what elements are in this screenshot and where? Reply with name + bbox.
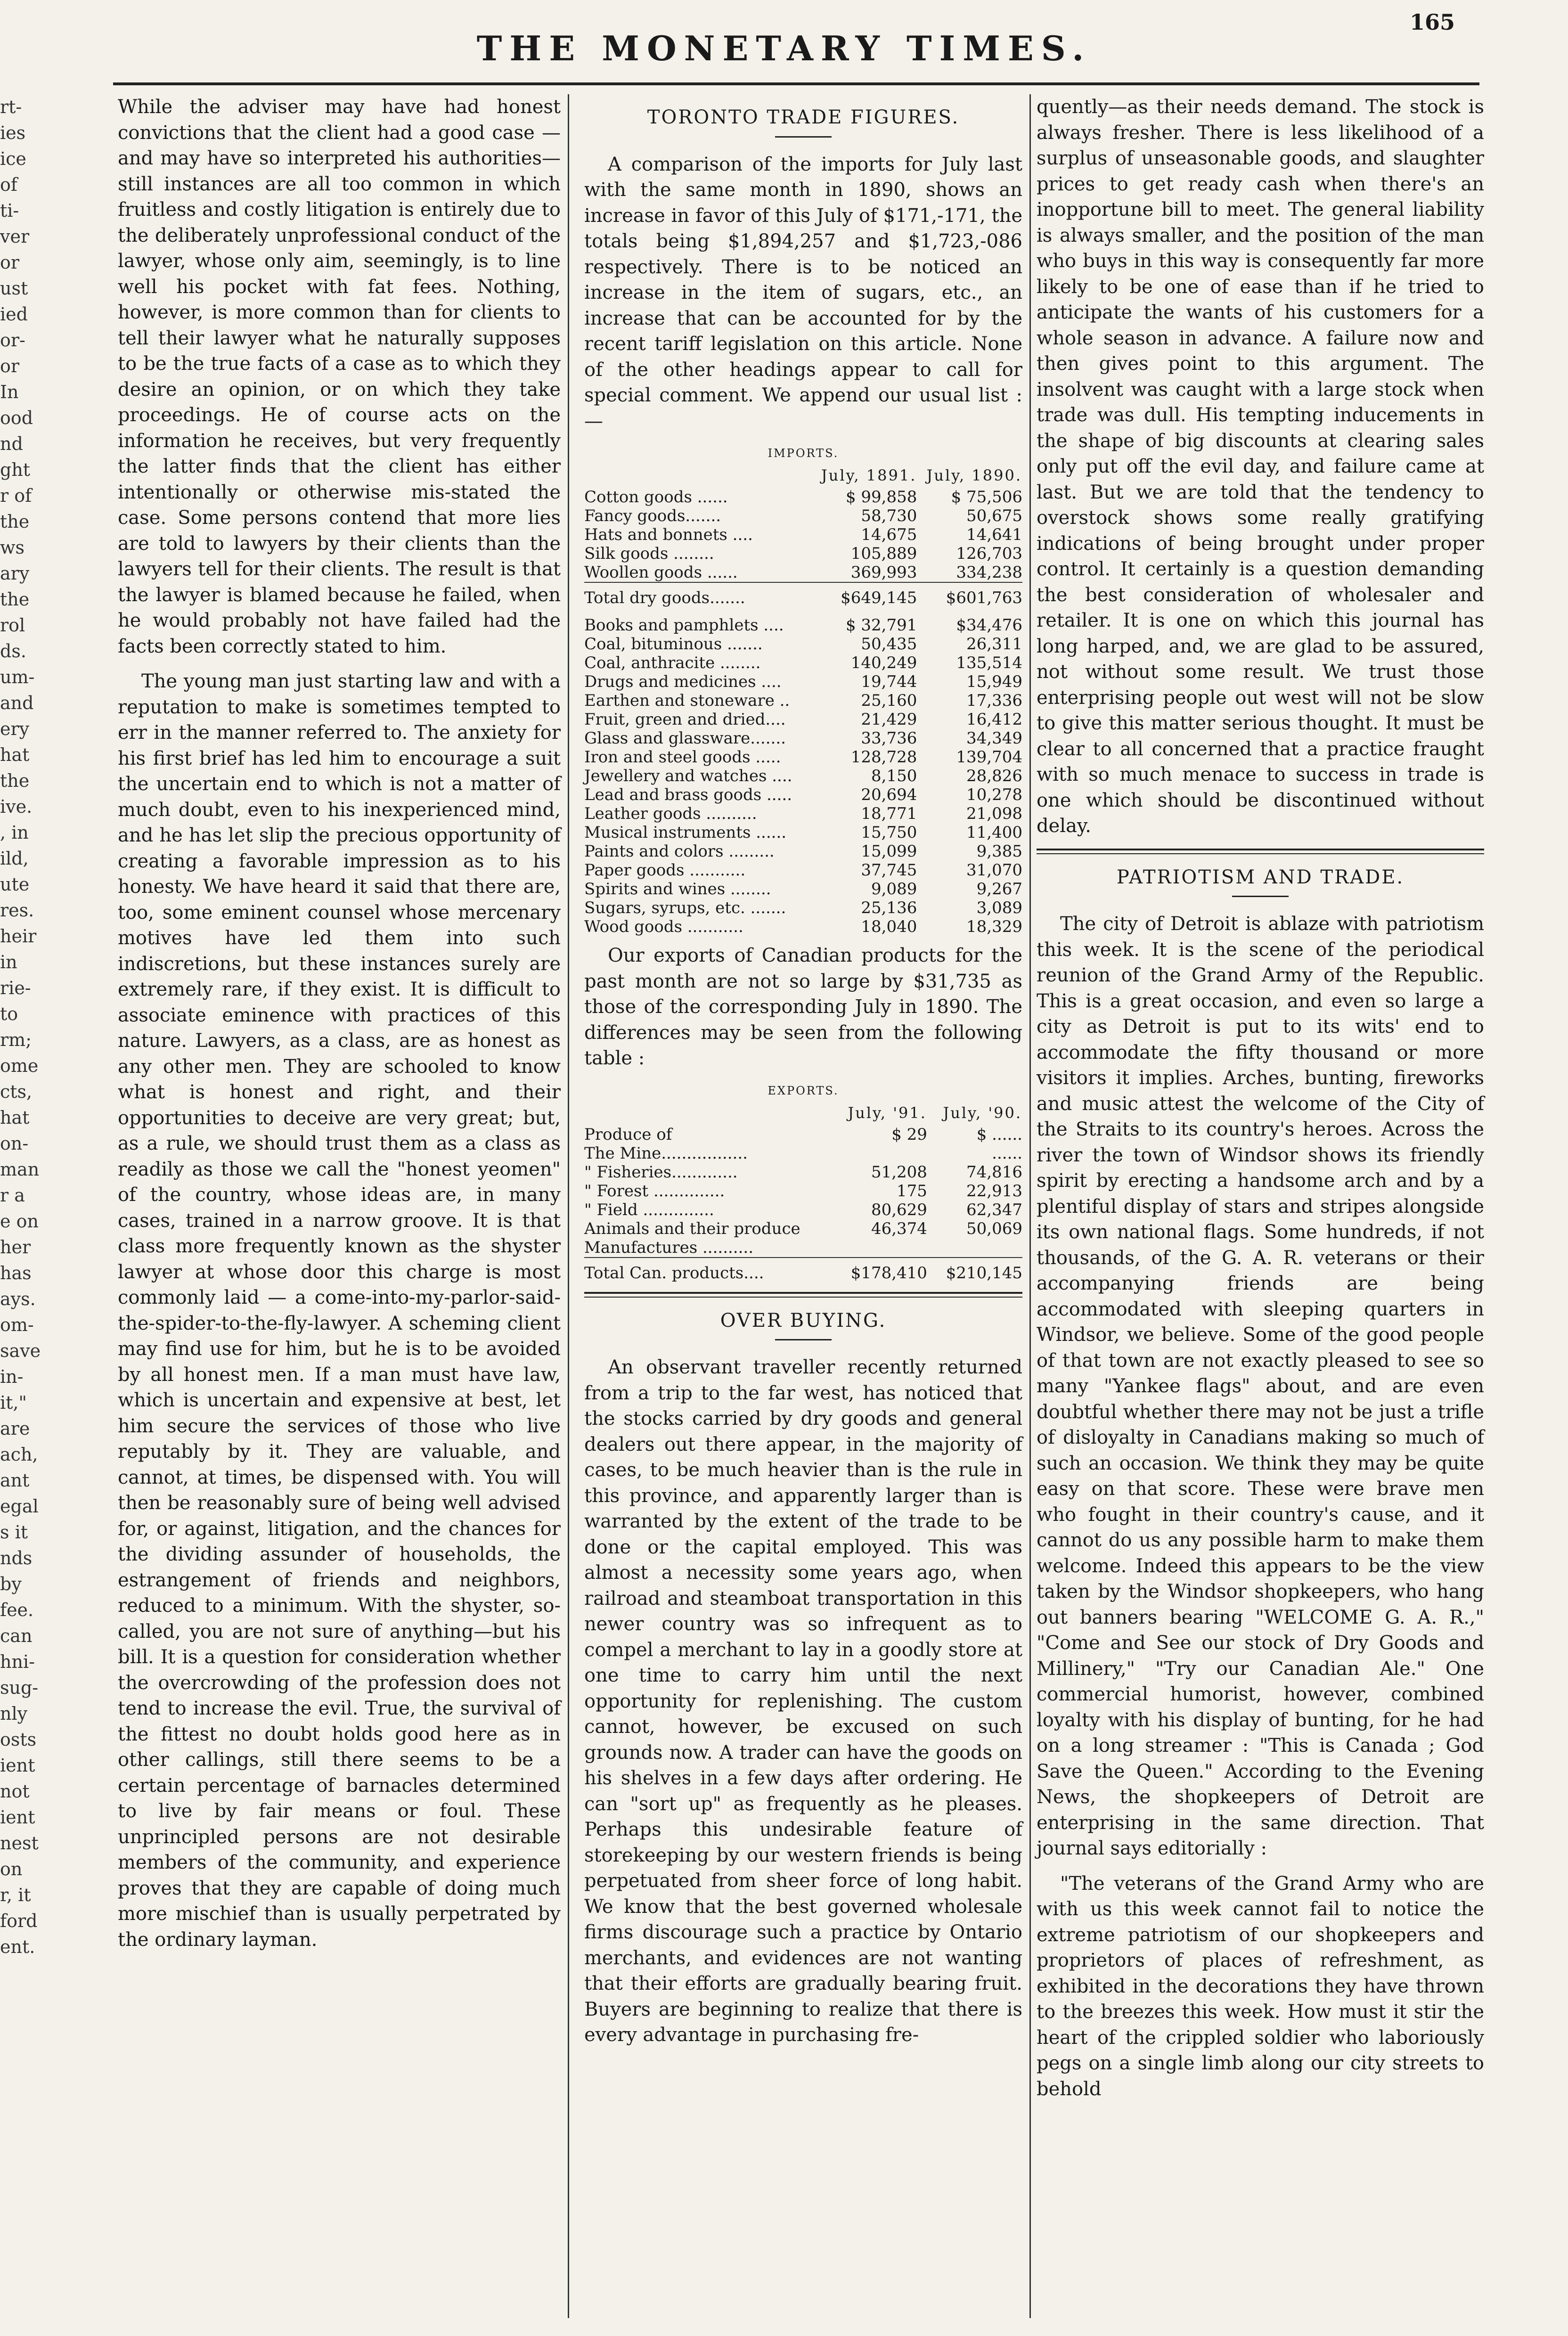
table-row: [584, 653, 1022, 672]
exports-total-row: [584, 1258, 1022, 1282]
table-row: [584, 748, 1022, 767]
row-label: The Mine.................: [584, 1143, 748, 1163]
margin-fragment: nly: [0, 1703, 28, 1724]
total-label: Total Can. products....: [584, 1258, 832, 1282]
row-value-b: 50,675: [966, 506, 1022, 525]
margin-fragment: In: [0, 382, 19, 402]
imports-total-row: [584, 582, 1022, 607]
row-value-b: 74,816: [966, 1162, 1022, 1182]
row-value-b: 21,098: [966, 804, 1022, 823]
row-value-b: $34,476: [956, 616, 1022, 635]
row-value-a: [832, 1144, 927, 1163]
title-rule: [775, 1339, 832, 1340]
table-row: [584, 823, 1022, 842]
row-value-a: 19,744: [861, 672, 917, 691]
margin-fragment: ient: [0, 1755, 35, 1776]
row-label: Fancy goods.......: [584, 506, 721, 525]
table-row: [584, 880, 1022, 898]
row-label: Musical instruments ......: [584, 823, 787, 842]
margin-fragment: the: [0, 511, 30, 532]
row-value-b: 9,385: [976, 842, 1022, 861]
table-row: [584, 506, 1022, 525]
margin-fragment: ild,: [0, 848, 29, 869]
row-label: " Fisheries.............: [584, 1162, 738, 1182]
total-value-a: $178,410: [832, 1258, 927, 1282]
margin-fragment: ood: [0, 408, 33, 428]
row-value-b: 334,238: [956, 563, 1022, 582]
table-row: [584, 804, 1022, 823]
margin-fragment: or: [0, 252, 20, 273]
row-value-a: $ 29: [891, 1125, 927, 1144]
row-value-a: 46,374: [871, 1219, 927, 1238]
margin-fragment: or: [0, 356, 20, 376]
margin-fragment: ust: [0, 278, 28, 299]
margin-fragment: rm;: [0, 1029, 32, 1050]
margin-fragment: ws: [0, 537, 25, 558]
row-value-b: 14,641: [966, 525, 1022, 544]
row-label: Hats and bonnets ....: [584, 525, 753, 544]
margin-fragment: hat: [0, 744, 30, 765]
imports-label: IMPORTS.: [768, 447, 839, 460]
margin-fragment: egal: [0, 1496, 39, 1517]
margin-fragment: ds.: [0, 641, 26, 662]
row-value-a: 50,435: [861, 635, 917, 653]
row-value-b: 3,089: [976, 898, 1022, 917]
table-row: [584, 635, 1022, 653]
table-row: [584, 1238, 1022, 1258]
page-number: 165: [1409, 9, 1455, 35]
margin-fragment: ute: [0, 874, 30, 895]
margin-fragment: ary: [0, 563, 30, 584]
total-value-a: $649,145: [812, 582, 917, 607]
row-value-a: 37,745: [861, 861, 917, 880]
row-label: Paper goods ...........: [584, 861, 746, 880]
margin-fragment: save: [0, 1340, 41, 1361]
exports-table: [584, 1081, 1022, 1282]
table-row: [584, 898, 1022, 917]
exports-year-a: July, '91.: [848, 1103, 927, 1122]
margin-fragment: ice: [0, 148, 26, 169]
total-value-b: $601,763: [917, 582, 1022, 607]
row-value-a: 175: [897, 1181, 927, 1201]
row-label: Books and pamphlets ....: [584, 616, 784, 635]
article-title-over-buying: OVER BUYING.: [720, 1309, 887, 1331]
exports-label: EXPORTS.: [768, 1084, 839, 1097]
margin-fragment: ies: [0, 123, 26, 143]
row-value-b: 28,826: [966, 767, 1022, 785]
margin-fragment: on-: [0, 1133, 29, 1154]
margin-fragment: nest: [0, 1833, 39, 1854]
margin-fragment: or-: [0, 330, 25, 351]
margin-fragment: om-: [0, 1315, 34, 1335]
row-label: Animals and their produce: [584, 1219, 800, 1238]
table-row: [584, 544, 1022, 563]
margin-fragment: r, it: [0, 1885, 31, 1905]
row-label: " Field ..............: [584, 1200, 714, 1219]
row-value-a: 18,040: [861, 917, 917, 936]
paragraph: While the adviser may have had honest convictions that the client had a good case —and may have so interpreted his authorities—still instances are all too common in which fruitless and costly litigation is entirely due to the deliberately unprofessional conduct of the lawyer, whose only aim, seemingly, is to line well his pocket with fat fees. Nothing, however, is more common than for clients to tell their lawyer what he naturally supposes to be the true facts of a case as to which they desire an opinion, or on which they take proceedings. He of course acts on the information he receives, but very frequently the latter finds that the client has either intentionally or otherwise mis-stated the case. Some persons contend that more lies are told to lawyers by their clients than the lawyers tell for their clients. The result is that the lawyer is blamed because he failed, when he would probably not have failed had the facts been correctly stated to him.: [118, 96, 561, 657]
table-row: [584, 488, 1022, 506]
row-value-a: 369,993: [850, 563, 917, 582]
row-label: Fruit, green and dried....: [584, 710, 786, 729]
margin-fragment: s it: [0, 1522, 28, 1543]
margin-fragment: , in: [0, 822, 29, 843]
row-label: Coal, anthracite ........: [584, 653, 761, 672]
total-label: Total dry goods.......: [584, 582, 812, 607]
paragraph: quently—as their needs demand. The stock is always fresher. There is less likelihood of a surplus of unseasonable goods, and slaughter prices to get ready cash when there's an inopportune bill to meet. The general liability is always smaller, and the position of the man who buys in this way is consequently far more likely to be one of ease than if he tried to anticipate the wants of his customers for a whole season in advance. A failure now and then gives point to this argument. The insolvent was caught with a large stock when trade was dull. His tempting inducements in the shape of big discounts at clearing sales only put off the evil day, and failure came at last. But we are told that the tendency to overstock shows some really gratifying indications of being brought under proper control. It certainly is a question demanding the best consideration of wholesaler and retailer. It is one on which this journal has long harped, and, we are glad to be assured, not without some result. We trust those enterprising people out west will not be slow to give this matter serious thought. It must be clear to all concerned that a practice fraught with so much menace to success in trade is one which should be discontinued without delay.: [1037, 96, 1484, 837]
margin-fragment: rie-: [0, 978, 31, 998]
adjacent-page-margin: [0, 94, 41, 2262]
row-value-a: 18,771: [861, 804, 917, 823]
row-value-a: 33,736: [861, 729, 917, 748]
column-3: [1037, 94, 1484, 2328]
margin-fragment: by: [0, 1574, 22, 1594]
margin-fragment: ford: [0, 1911, 38, 1931]
row-value-b: 11,400: [966, 823, 1022, 842]
margin-fragment: ant: [0, 1470, 30, 1491]
table-row: [584, 525, 1022, 544]
row-value-a: 8,150: [871, 767, 917, 785]
row-value-b: 15,949: [966, 672, 1022, 691]
paragraph: Our exports of Canadian products for the past month are not so large by $31,735 as those of the corresponding July in 1890. The differences may be seen from the following table :: [584, 945, 1022, 1069]
margin-fragment: are: [0, 1418, 30, 1439]
row-value-a: 25,160: [861, 691, 917, 710]
row-value-b: 22,913: [966, 1181, 1022, 1201]
margin-fragment: rol: [0, 615, 25, 636]
row-value-b: 9,267: [976, 880, 1022, 898]
row-label: Cotton goods ......: [584, 488, 728, 506]
margin-fragment: ent.: [0, 1936, 35, 1957]
margin-fragment: ach,: [0, 1444, 38, 1465]
column-1: [118, 94, 561, 2328]
row-label: Spirits and wines ........: [584, 880, 771, 898]
article-title-trade-figures: TORONTO TRADE FIGURES.: [647, 106, 960, 128]
margin-fragment: in: [0, 952, 17, 972]
row-value-b: 126,703: [956, 544, 1022, 563]
margin-fragment: ome: [0, 1055, 39, 1076]
margin-fragment: rt-: [0, 97, 22, 117]
margin-fragment: nds: [0, 1548, 33, 1568]
row-value-a: 15,750: [861, 823, 917, 842]
row-value-a: 9,089: [871, 880, 917, 898]
paragraph: "The veterans of the Grand Army who are with us this week cannot fail to notice the extreme patriotism of our shopkeepers and proprietors of places of refreshment, as exhibited in the decorations they have thrown to the breezes this week. How must it stir the heart of the crippled soldier who laboriously pegs on a single limb along our city streets to behold: [1037, 1872, 1484, 2100]
column-rule-1: [568, 94, 569, 2318]
row-label: Earthen and stoneware ..: [584, 691, 790, 710]
column-2: [584, 94, 1022, 2328]
row-label: Sugars, syrups, etc. .......: [584, 898, 786, 917]
paragraph: The young man just starting law and with a reputation to make is sometimes tempted to err in the manner referred to. The anxiety for his first brief has led him to encourage a suit the uncertain end to which is not a matter of much doubt, even to his inexperienced mind, and he has let slip the precious opportunity of creating a favorable impression as to his honesty. We have heard it said that there are, too, some eminent counsel whose mercenary motives have led them into such indiscretions, but these instances surely are extremely rare, if they exist. It is difficult to associate eminence with practices of this nature. Lawyers, as a class, are as honest as any other men. They are schooled to know what is honest and right, and their opportunities to deceive are very great; but, as a rule, we should trust them as a class as readily as those we call the "honest yeomen" of the country, whose ideas are, in many cases, trained in a narrow groove. It is that class more frequently known as the shyster lawyer at whose door this charge is most commonly laid — a come-into-my-parlor-said-the-spider-to-the-fly-lawyer. A scheming client may find use for him, but he is to be avoided by all honest men. If a man must have law, which is uncertain and expensive at best, let him secure the services of those who live reputably by it. They are valuable, and cannot, at times, be dispensed with. You will then be reasonably sure of being well advised for, or against, litigation, and the chances for the dividing assunder of households, the estrangement of friends and neighbors, reduced to a minimum. With the shyster, so-called, you are not sure of anything—but his bill. It is a question for consideration whether the overcrowding of the profession does not tend to increase the evil. True, the survival of the fittest no doubt holds good here as in other callings, still there seems to be a certain percentage of barnacles determined to live by fair means or foul. These unprincipled persons are not desirable members of the community, and experience proves that they are capable of doing much more mischief than is usually perpetrated by the ordinary layman.: [118, 670, 561, 1951]
table-row: [584, 767, 1022, 785]
row-value-b: 31,070: [966, 861, 1022, 880]
margin-fragment: ays.: [0, 1289, 36, 1309]
row-value-b: $ 75,506: [951, 488, 1022, 506]
table-row: [584, 691, 1022, 710]
row-value-b: [927, 1238, 1022, 1258]
margin-fragment: has: [0, 1263, 32, 1283]
margin-fragment: ght: [0, 459, 31, 480]
margin-fragment: it,": [0, 1392, 27, 1413]
row-value-b: 34,349: [966, 729, 1022, 748]
margin-fragment: ive.: [0, 796, 33, 817]
row-label: Glass and glassware.......: [584, 729, 786, 748]
row-value-a: 21,429: [861, 710, 917, 729]
paragraph: An observant traveller recently returned from a trip to the far west, has noticed that the stocks carried by dry goods and general dealers out there appear, in the majority of cases, to be much heavier than is the rule in this province, and apparently larger than is warranted by the extent of the trade to be done or the capital employed. This was almost a necessity some years ago, when railroad and steamboat transportation in this newer country was so infrequent as to compel a merchant to lay in a goodly store at one time to carry him until the next opportunity for replenishing. The custom cannot, however, be excused on such grounds now. A trader can have the goods on his shelves in a few days after ordering. He can "sort up" as frequently as he pleases. Perhaps this undesirable feature of storekeeping by our western friends is being perpetuated from sheer force of long habit. We know that the best governed wholesale firms discourage such a practice by Ontario merchants, and evidences are not wanting that their efforts are gradually bearing fruit. Buyers are beginning to realize that there is every advantage in purchasing fre-: [584, 1356, 1022, 2046]
margin-fragment: nd: [0, 433, 23, 454]
table-row: [584, 785, 1022, 804]
row-label: Wood goods ...........: [584, 917, 743, 936]
row-value-a: 105,889: [850, 544, 917, 563]
row-value-b: 50,069: [966, 1219, 1022, 1238]
table-row: [584, 842, 1022, 861]
margin-fragment: r a: [0, 1185, 25, 1206]
margin-fragment: hat: [0, 1107, 30, 1128]
row-label: Jewellery and watches ....: [584, 767, 792, 785]
table-row: [584, 710, 1022, 729]
row-value-a: $ 32,791: [845, 616, 917, 635]
table-row: [584, 1201, 1022, 1219]
row-value-a: 58,730: [861, 506, 917, 525]
row-label: Leather goods ..........: [584, 804, 757, 823]
margin-fragment: ery: [0, 719, 30, 739]
paragraph: A comparison of the imports for July last with the same month in 1890, shows an increase in favor of this July of $171,-171, the totals being $1,894,257 and $1,723,-086 respectively. There is to be noticed an increase in the item of sugars, etc., an increase that can be accounted for by the recent tariff legislation on this article. None of the other headings appear to call for special comment. We append our usual list :—: [584, 153, 1022, 432]
margin-fragment: not: [0, 1781, 30, 1802]
margin-fragment: ti-: [0, 200, 19, 221]
row-value-b: 17,336: [966, 691, 1022, 710]
row-value-a: 80,629: [871, 1200, 927, 1219]
imports-table: [584, 443, 1022, 936]
paragraph: The city of Detroit is ablaze with patriotism this week. It is the scene of the periodical reunion of the Grand Army of the Republic. This is a great occasion, and even so large a city as Detroit is put to its wits' end to accommodate the fifty thousand or more visitors it implies. Arches, bunting, fireworks and music attest the welcome of the City of the Straits to its country's heroes. Across the river the town of Windsor shows its friendly spirit by erecting a handsome arch and by a plentiful display of stars and stripes alongside its own national flags. Some hundreds, if not thousands, of the G. A. R. veterans or their accompanying friends are being accommodated with sleeping quarters in Windsor, we believe. Some of the good people of that town are not exactly pleased to see so many "Yankee flags" about, and are even doubtful whether there may not be just a trifle of disloyalty in Canadians making so much of such an occasion. We think they may be quite easy on that score. These were brave men who fought in their country's cause, and it cannot do us any possible harm to make them welcome. Indeed this appears to be the view taken by the Windsor shopkeepers, who hang out banners bearing "WELCOME G. A. R.," "Come and See our stock of Dry Goods and Millinery," "Try our Canadian Ale." One commercial humorist, however, combined loyalty with his display of bunting, for he had on a long streamer : "This is Canada ; God Save the Queen." According to the Evening News, the shopkeepers of Detroit are enterprising in the same direction. That journal says editorially :: [1037, 913, 1484, 1859]
row-value-a: 140,249: [850, 653, 917, 672]
margin-fragment: her: [0, 1237, 31, 1258]
table-row: [584, 672, 1022, 691]
row-label: Manufactures ..........: [584, 1238, 754, 1257]
imports-year-a: July, 1891.: [821, 466, 917, 484]
row-label: Coal, bituminous .......: [584, 635, 763, 653]
imports-year-b: July, 1890.: [926, 466, 1022, 484]
title-rule: [775, 136, 832, 138]
masthead: THE MONETARY TIMES.: [476, 28, 1092, 68]
row-value-b: 16,412: [966, 710, 1022, 729]
margin-fragment: cts,: [0, 1081, 33, 1102]
row-value-a: 14,675: [861, 525, 917, 544]
table-row: [584, 563, 1022, 582]
section-rule: [584, 1292, 1022, 1298]
table-row: [584, 917, 1022, 936]
table-row: [584, 729, 1022, 748]
row-value-b: 62,347: [966, 1200, 1022, 1219]
margin-fragment: hni-: [0, 1651, 35, 1672]
margin-fragment: ver: [0, 226, 30, 247]
margin-fragment: can: [0, 1625, 33, 1646]
row-value-b: 26,311: [966, 635, 1022, 653]
row-label: Lead and brass goods .....: [584, 785, 792, 804]
title-rule: [1232, 896, 1289, 897]
table-row: [584, 1163, 1022, 1182]
margin-fragment: um-: [0, 667, 35, 687]
table-row: [584, 616, 1022, 635]
row-value-a: 51,208: [871, 1162, 927, 1182]
row-label: Produce of: [584, 1125, 672, 1144]
row-label: Iron and steel goods .....: [584, 748, 781, 767]
margin-fragment: res.: [0, 900, 34, 921]
margin-fragment: e on: [0, 1211, 39, 1232]
margin-fragment: r of: [0, 485, 32, 506]
margin-fragment: the: [0, 770, 30, 791]
margin-fragment: of: [0, 174, 17, 195]
row-value-b: 135,514: [956, 653, 1022, 672]
margin-fragment: osts: [0, 1729, 37, 1750]
margin-fragment: to: [0, 1004, 18, 1024]
row-value-a: 128,728: [850, 748, 917, 767]
row-label: Paints and colors .........: [584, 842, 775, 861]
row-value-a: 15,099: [861, 842, 917, 861]
table-row: [584, 1144, 1022, 1163]
row-label: " Forest ..............: [584, 1181, 725, 1201]
margin-fragment: on: [0, 1859, 23, 1879]
table-row: [584, 1125, 1022, 1144]
margin-fragment: heir: [0, 926, 37, 947]
row-value-b: ......: [992, 1143, 1022, 1163]
row-value-a: [832, 1238, 927, 1258]
margin-fragment: man: [0, 1159, 40, 1180]
table-row: [584, 1219, 1022, 1238]
section-rule: [1037, 849, 1484, 854]
margin-fragment: ient: [0, 1807, 35, 1828]
margin-fragment: in-: [0, 1366, 24, 1387]
exports-year-b: July, '90.: [943, 1103, 1022, 1122]
row-label: Woollen goods ......: [584, 563, 738, 582]
table-row: [584, 861, 1022, 880]
total-value-b: $210,145: [927, 1258, 1022, 1282]
row-value-b: 139,704: [956, 748, 1022, 767]
row-value-b: $ ......: [976, 1125, 1022, 1144]
margin-fragment: fee.: [0, 1600, 34, 1620]
margin-fragment: and: [0, 693, 34, 713]
row-label: Drugs and medicines ....: [584, 672, 782, 691]
margin-fragment: ied: [0, 304, 28, 325]
margin-fragment: sug-: [0, 1677, 39, 1698]
column-rule-2: [1029, 94, 1031, 2318]
row-label: Silk goods ........: [584, 544, 714, 563]
row-value-b: 18,329: [966, 917, 1022, 936]
article-title-patriotism: PATRIOTISM AND TRADE.: [1116, 866, 1405, 888]
margin-fragment: the: [0, 589, 30, 610]
row-value-a: $ 99,858: [845, 488, 917, 506]
row-value-a: 20,694: [861, 785, 917, 804]
row-value-b: 10,278: [966, 785, 1022, 804]
row-value-a: 25,136: [861, 898, 917, 917]
table-row: [584, 1182, 1022, 1201]
masthead-rule: [113, 82, 1479, 85]
